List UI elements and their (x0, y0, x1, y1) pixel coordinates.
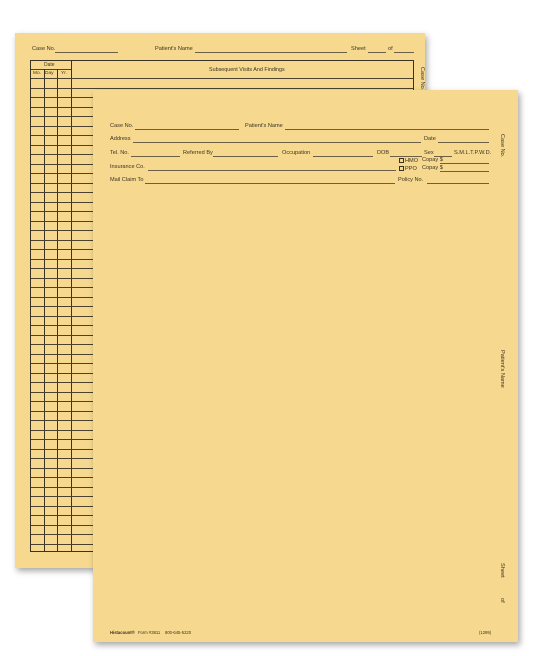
hmo-option[interactable] (399, 158, 418, 165)
insurance-field[interactable] (148, 170, 396, 171)
col-divider-year (57, 69, 58, 551)
back-case-no-line (55, 52, 118, 53)
back-patient-name-line (195, 52, 347, 53)
ppo-option[interactable] (399, 166, 417, 173)
tel-field[interactable] (131, 156, 180, 157)
findings-header: Subsequent Visits And Findings (209, 67, 285, 73)
hmo-label: HMO (405, 157, 419, 164)
tel-label: Tel. No. (110, 150, 129, 156)
case-no-field[interactable] (135, 129, 239, 130)
table-row[interactable] (31, 88, 413, 89)
patient-name-label: Patient's Name (245, 123, 283, 129)
policy-label: Policy No. (398, 177, 424, 183)
col-month-header: Mo. (33, 71, 41, 76)
table-row[interactable] (31, 78, 413, 79)
side-of: of (499, 598, 505, 603)
hmo-checkbox[interactable] (399, 158, 404, 163)
ppo-copay-label: Copay $ (422, 165, 443, 171)
case-no-label: Case No. (110, 123, 134, 129)
mail-claim-field[interactable] (145, 183, 395, 184)
dob-label: DOB (377, 150, 390, 156)
mail-claim-label: Mail Claim To (110, 177, 144, 183)
sex-label: Sex (424, 150, 434, 156)
side-case-no: Case No. (499, 134, 505, 158)
ppo-checkbox[interactable] (399, 166, 404, 171)
back-side-case-no: Case No. (419, 67, 425, 91)
hmo-copay-label: Copay $ (422, 157, 443, 163)
occupation-label: Occupation (282, 150, 311, 156)
referred-label: Referred By (183, 150, 213, 156)
back-of-line (394, 52, 414, 53)
back-sheet-label: Sheet (351, 46, 366, 52)
footer-code: (1299) (479, 630, 492, 635)
back-sheet-line (368, 52, 386, 53)
ppo-copay-field[interactable] (440, 171, 489, 172)
date-label: Date (424, 136, 436, 142)
side-sheet: Sheet (499, 563, 505, 578)
ppo-label: PPO (405, 165, 417, 172)
insurance-label: Insurance Co. (110, 164, 145, 170)
status-codes: S.M.L.T.P.W.D. (454, 150, 492, 156)
footer-form: Form #3811 (138, 630, 161, 635)
referred-field[interactable] (213, 156, 278, 157)
hmo-copay-field[interactable] (440, 163, 489, 164)
back-patient-name-label: Patient's Name (155, 46, 193, 52)
patient-name-field[interactable] (285, 129, 489, 130)
date-header: Date (44, 62, 55, 68)
col-year-header: Yr. (61, 71, 67, 76)
front-history-sheet (93, 90, 518, 642)
back-case-no-label: Case No. (32, 46, 56, 52)
date-header-divider (31, 69, 71, 70)
col-day-header: Day (45, 71, 54, 76)
dob-field[interactable] (390, 156, 422, 157)
footer-brand: Histacount® (110, 630, 135, 635)
footer-phone: 800-645-5220 (165, 630, 192, 635)
policy-field[interactable] (427, 183, 489, 184)
date-field[interactable] (438, 142, 489, 143)
occupation-field[interactable] (313, 156, 373, 157)
back-of-label: of (388, 46, 393, 52)
col-divider-day (44, 69, 45, 551)
address-field[interactable] (133, 142, 421, 143)
side-patient-name: Patient's Name (499, 350, 505, 388)
address-label: Address (110, 136, 131, 142)
